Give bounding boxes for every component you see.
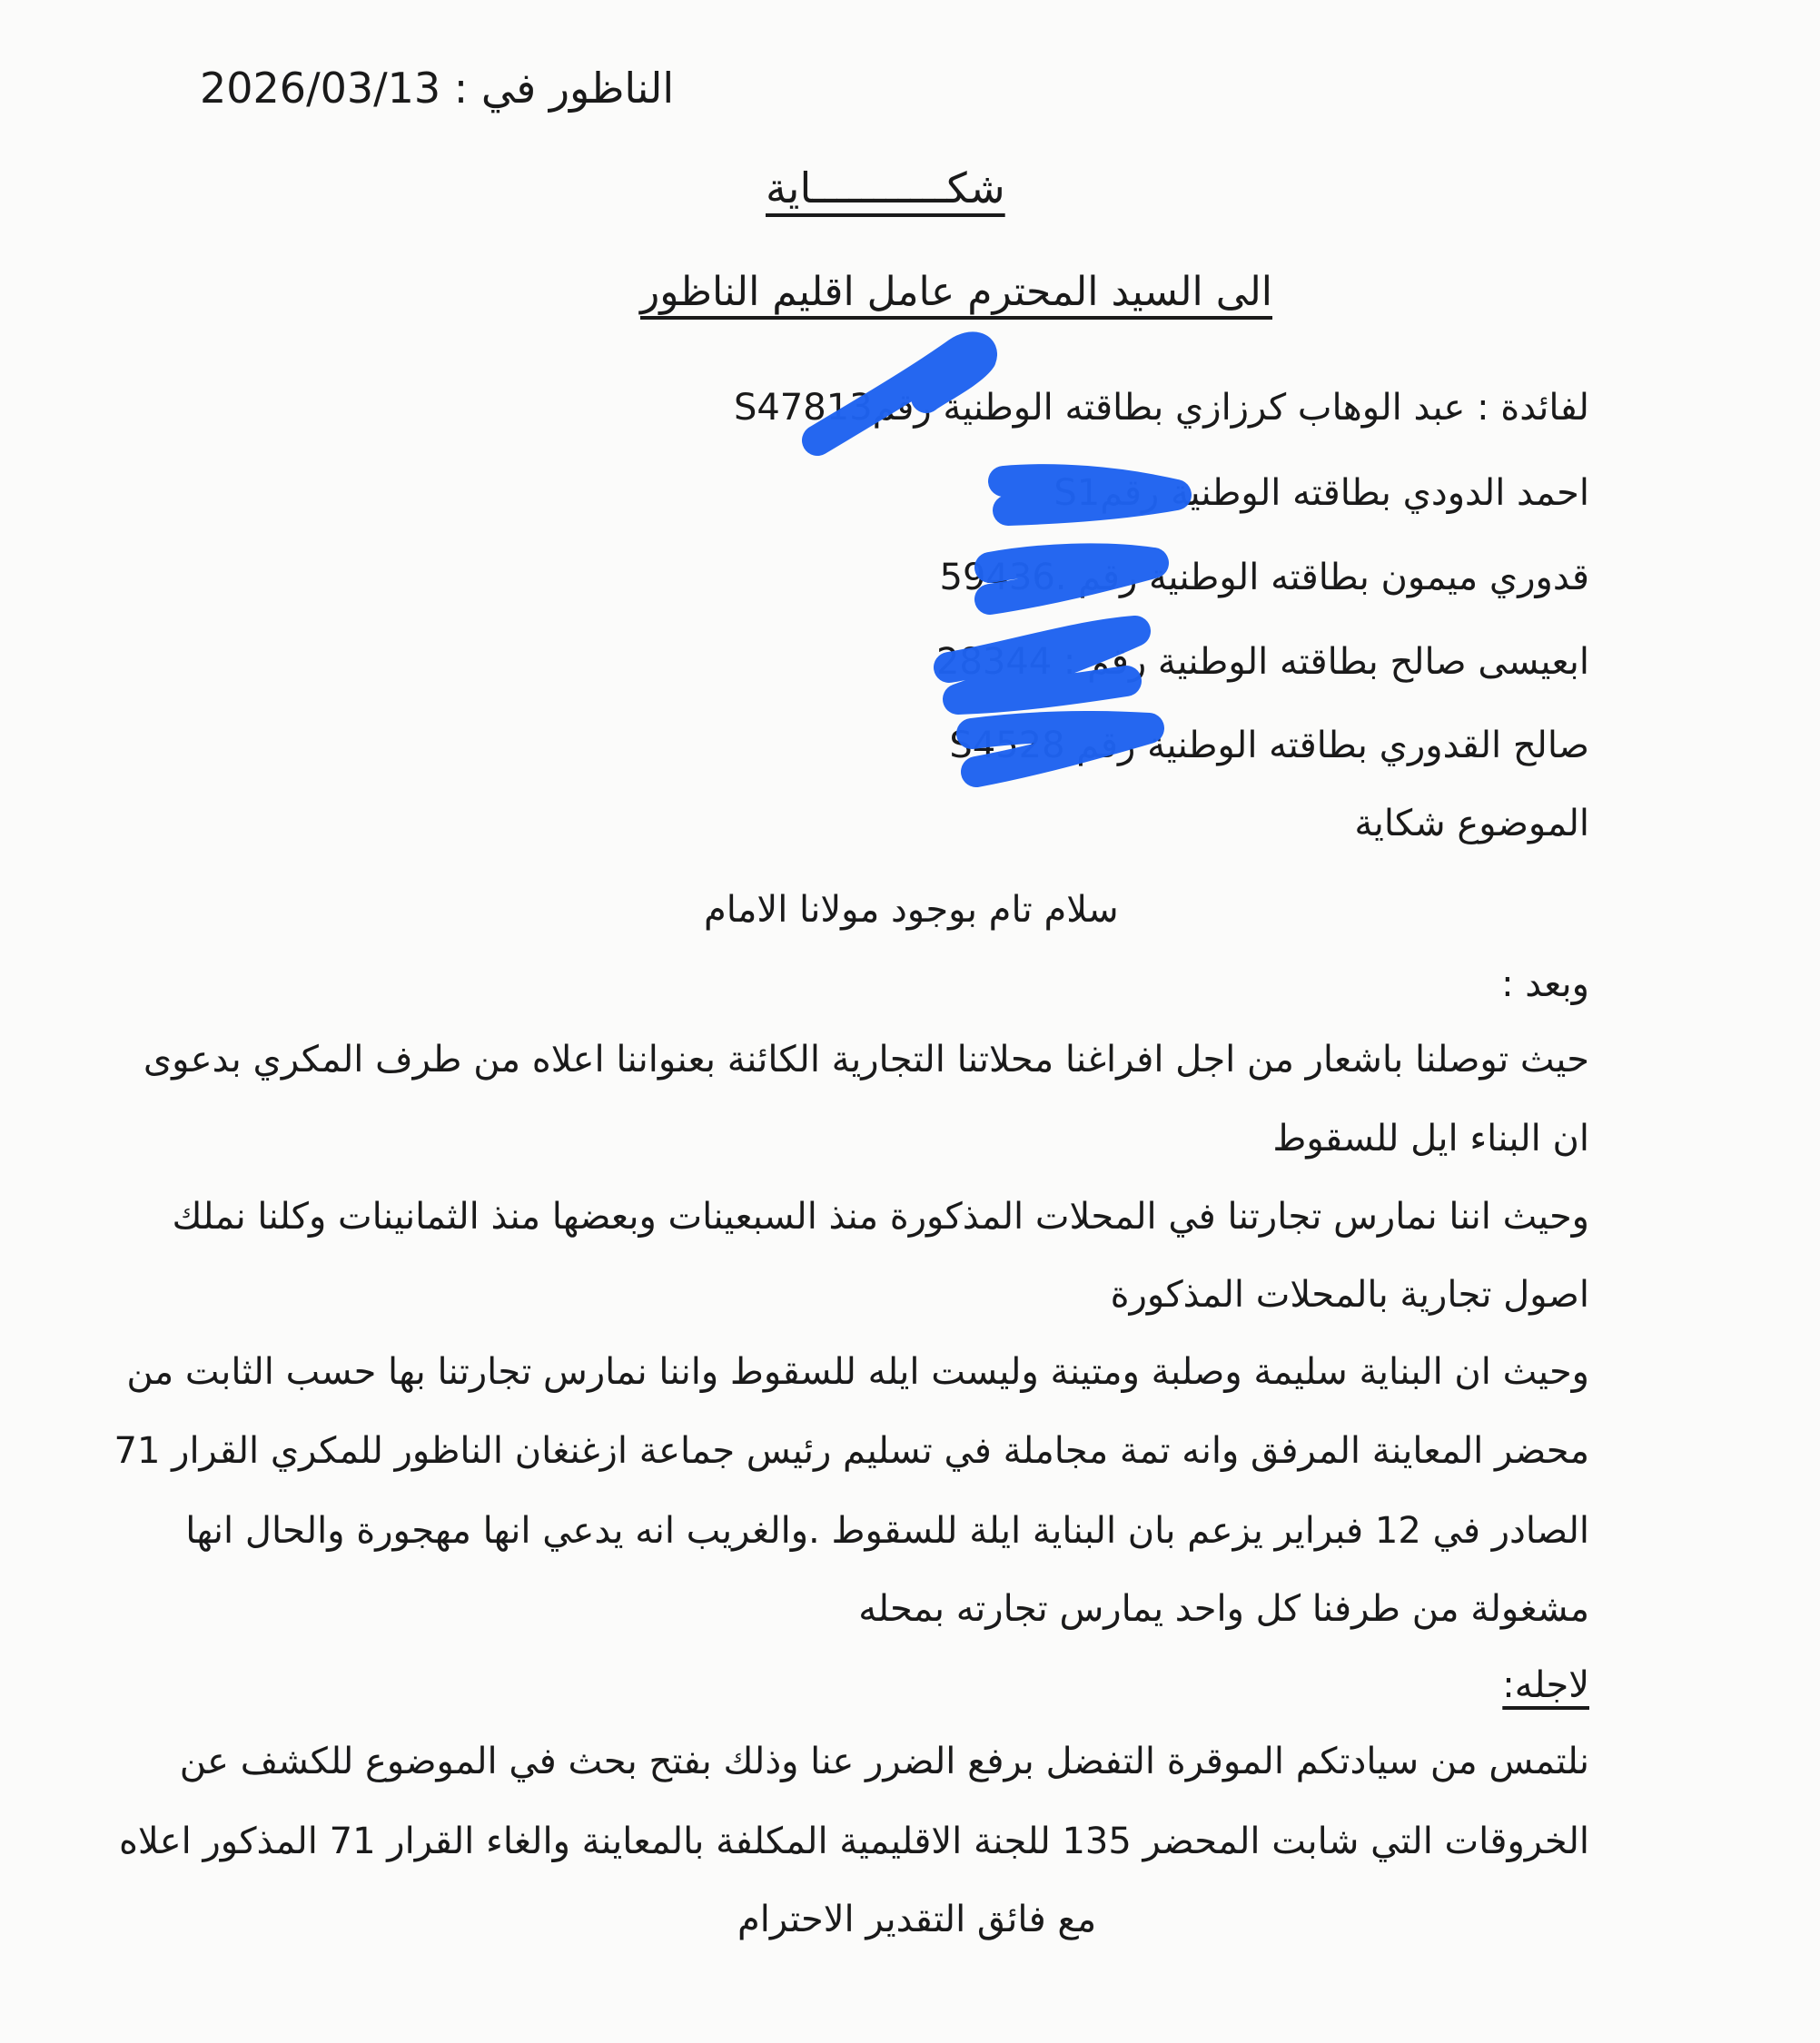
complainant-line: صالح القدوري بطاقته الوطنية رقم S4528 — [949, 725, 1589, 766]
body-line: ان البناء ايل للسقوط — [1272, 1118, 1589, 1160]
request-line: الخروقات التي شابت المحضر 135 للجنة الاقليمية المكلفة بالمعاينة والغاء القرار 71 المذكور اعلاه — [118, 1821, 1589, 1862]
letter-date: الناظور في : 2026/03/13 — [200, 64, 675, 113]
body-line: حيث توصلنا باشعار من اجل افراغنا محلاتنا التجارية الكائنة بعنواننا اعلاه من طرف المكري بدعوى — [143, 1039, 1589, 1081]
letter-title: شكـــــــــــاية — [766, 163, 1005, 212]
body-line: الصادر في 12 فبراير يزعم بان البناية ايلة للسقوط .والغريب انه يدعي انها مهجورة والحال انها — [185, 1510, 1589, 1552]
letter-addressee: الى السيد المحترم عامل اقليم الناظور — [640, 269, 1273, 315]
body-line: محضر المعاينة المرفق وانه تمة مجاملة في تسليم رئيس جماعة ازغنغان الناظور للمكري القرار 71 — [114, 1430, 1589, 1472]
redaction-scribble — [799, 327, 1008, 463]
body-line: مشغولة من طرفنا كل واحد يمارس تجارته بمحله — [858, 1588, 1589, 1630]
body-line: وحيث اننا نمارس تجارتنا في المحلات المذكورة منذ السبعينات وبعضها منذ الثمانينات وكلنا نملك — [172, 1196, 1589, 1238]
request-line: نلتمس من سيادتكم الموقرة التفضل برفع الضرر عنا وذلك بفتح بحث في الموضوع للكشف عن — [179, 1741, 1589, 1782]
complainant-line: احمد الدودي بطاقته الوطنية رقمS1 — [1053, 472, 1589, 514]
opening-line: وبعد : — [1501, 963, 1589, 1005]
redaction-scribble — [981, 454, 1199, 536]
closing-line: مع فائق التقدير الاحترام — [737, 1899, 1097, 1940]
body-line: اصول تجارية بالمحلات المذكورة — [1110, 1274, 1589, 1316]
therefore-label: لاجله: — [1502, 1664, 1589, 1706]
subject-line: الموضوع شكاية — [1354, 803, 1589, 844]
complainant-line: لفائدة : عبد الوهاب كرزازي بطاقته الوطنية رقمS47813 — [733, 387, 1589, 429]
complainant-line: ابعيسى صالح بطاقته الوطنية رقم : 28344 — [935, 641, 1589, 683]
greeting-line: سلام تام بوجود مولانا الامام — [704, 889, 1119, 931]
body-line: وحيث ان البناية سليمة وصلبة ومتينة وليست ايله للسقوط واننا نمارس تجارتنا بها حسب الثابت من — [126, 1351, 1589, 1393]
redaction-scribble — [954, 708, 1172, 799]
complainant-line: قدوري ميمون بطاقته الوطنية رقم .59436 — [939, 557, 1589, 598]
